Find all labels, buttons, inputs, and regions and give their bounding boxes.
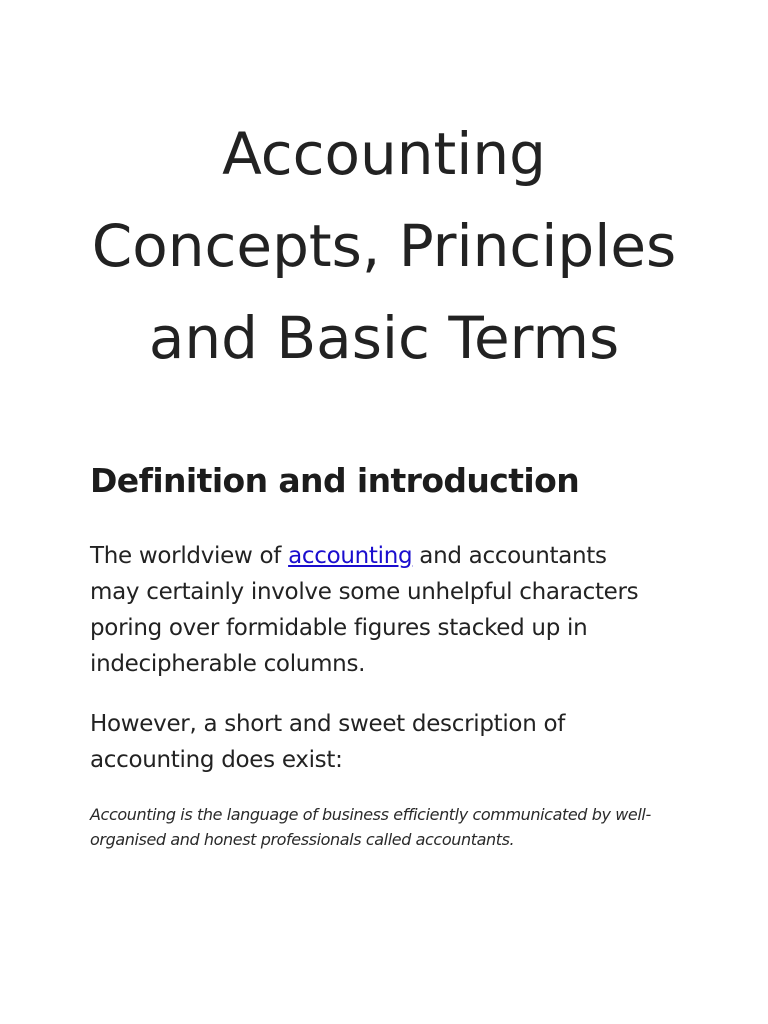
description-line-1: However, a short and sweet description of [90,711,566,737]
intro-text-after-link: and accountants [412,543,607,569]
quote-line-2: organised and honest professionals called accountants. [90,830,515,849]
quote-line-1: Accounting is the language of business efficiently communicated by well- [90,805,651,824]
title-line-2: Concepts, Principles [91,212,677,280]
intro-line-2: may certainly involve some unhelpful characters [90,579,639,605]
intro-line-1 [90,538,690,574]
description-paragraph [90,706,690,778]
title-line-3: and Basic Terms [148,304,620,372]
page-title [90,0,678,384]
intro-text-before-link: The worldview of [90,543,289,569]
intro-line-3: poring over formidable figures stacked up in [90,615,588,641]
accounting-link[interactable]: accounting [288,543,413,569]
intro-line-4: indecipherable columns. [90,651,366,677]
definition-quote [90,802,690,852]
title-line-1: Accounting [222,120,546,188]
section-heading: Definition and introduction [90,461,580,500]
description-line-2: accounting does exist: [90,747,343,773]
intro-paragraph [90,538,690,682]
